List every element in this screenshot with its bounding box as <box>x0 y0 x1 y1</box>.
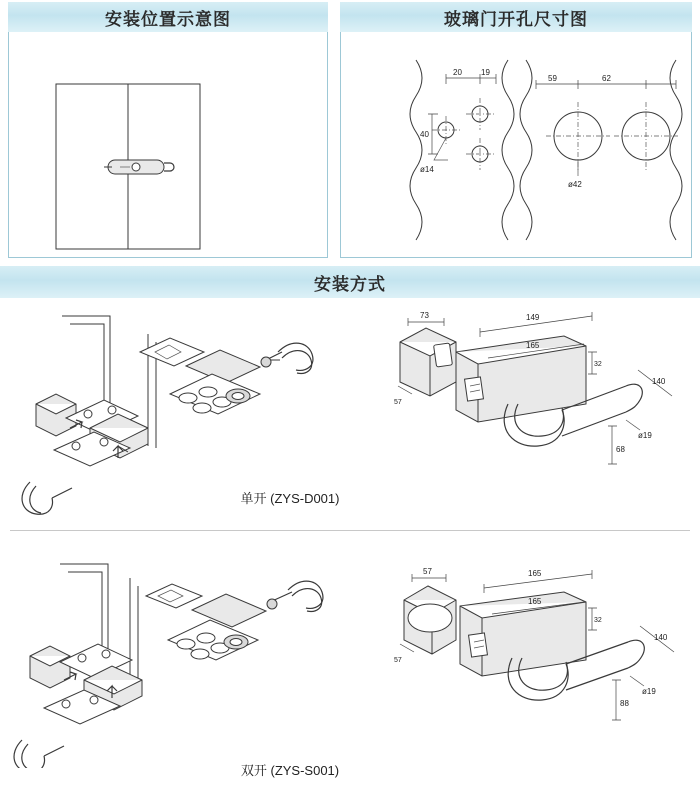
installation-method-title: 安装方式 <box>314 274 386 294</box>
installation-method-title-band <box>0 266 700 298</box>
dim-57: 57 <box>394 399 402 406</box>
double-glass-door-front-view <box>8 32 328 258</box>
panel-left-title: 安装位置示意图 <box>105 9 231 29</box>
dim-165-top: 165 <box>528 569 542 578</box>
exploded-assembly-double-door <box>0 548 380 768</box>
dim-57-top: 57 <box>423 567 432 576</box>
dim-68: 68 <box>616 445 625 454</box>
dim-20: 20 <box>453 68 462 77</box>
dim-165-body: 165 <box>528 597 542 606</box>
dim-62: 62 <box>602 74 611 83</box>
caption-double-door: 双开 (ZYS-S001) <box>240 763 340 778</box>
dim-140-2: 140 <box>654 633 668 642</box>
assembled-dimension-single-door <box>380 300 700 520</box>
glass-door-hole-dimension-drawing <box>340 32 692 258</box>
panel-right-title-band <box>340 2 692 32</box>
dim-73: 73 <box>420 311 429 320</box>
dim-149: 149 <box>526 313 540 322</box>
caption-single-door: 单开 (ZYS-D001) <box>240 491 340 506</box>
dim-40: 40 <box>420 130 429 139</box>
dim-d19: ø19 <box>638 431 652 440</box>
row-divider <box>10 530 690 531</box>
panel-left-title-band <box>8 2 328 32</box>
exploded-assembly-single-door <box>0 300 380 520</box>
dim-57-depth: 57 <box>394 657 402 664</box>
dim-d19-2: ø19 <box>642 687 656 696</box>
dim-165: 165 <box>526 341 540 350</box>
hole-label-d14: ø14 <box>420 165 434 174</box>
dim-88: 88 <box>620 699 629 708</box>
dim-32: 32 <box>594 361 602 368</box>
assembled-dimension-double-door <box>380 548 700 768</box>
dim-32-2: 32 <box>594 617 602 624</box>
dim-19: 19 <box>481 68 490 77</box>
dim-59: 59 <box>548 74 557 83</box>
dim-140: 140 <box>652 377 666 386</box>
hole-label-d42: ø42 <box>568 180 582 189</box>
panel-right-title: 玻璃门开孔尺寸图 <box>444 9 588 29</box>
